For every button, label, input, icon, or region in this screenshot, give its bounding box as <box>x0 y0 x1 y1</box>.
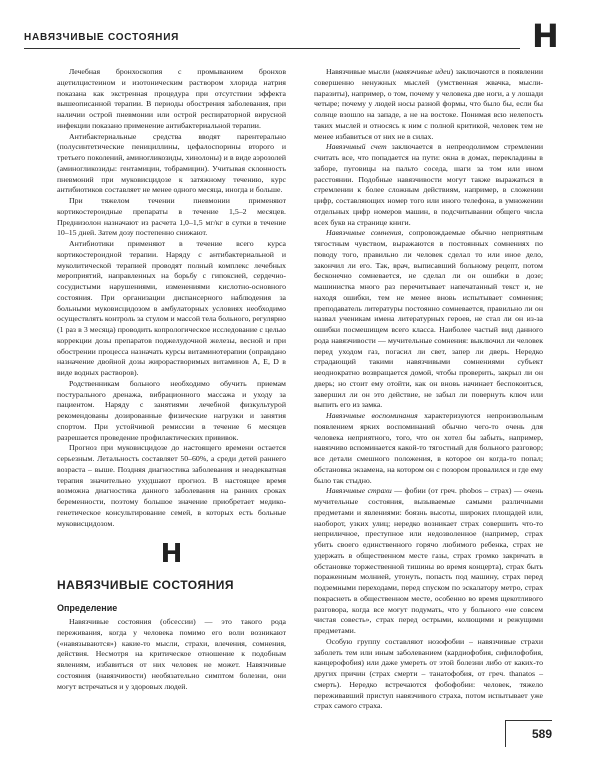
running-title: НАВЯЗЧИВЫЕ СОСТОЯНИЯ <box>24 32 180 43</box>
term-obsessive-memories: Навязчивые воспоминания <box>326 411 418 420</box>
definition-paragraph: Навязчивые состояния (обсессии) — это такого рода переживания, когда у человека помимо его воли возникают («навязываются») какие-то мысли, страхи, влечения, сомнения, действия. Несмотря на критическое отношение к подобным явлениям, избавиться от них человек не может. Навязчивые состояния (навязчивости) необязательно симптом болезни, они могут встречаться и у здоровых людей. <box>57 617 286 691</box>
paragraph: Антибиотики применяют в течение всего курса кортикостероидной терапии. Наряду с антибактериальной и муколитической терапией проводят полный комплекс лечебных мероприятий, направленных на борьбу с гипоксией, сердечно-сосудистыми нарушениями, изменениями кислотно-основного состояния. При организации диспансерного наблюдения за больными муковисцидозом в амбулаторных условиях необходимо осуществлять контроль за стулом и массой тела больного, регулярно (1 раз в 3 месяца) проводить копрологическое исследование с целью коррекции дозы препаратов поджелудочной железы, весной и при обострении процесса назначать курсы витаминотерапии (оправдано назначение двойной дозы жирорастворимых витаминов А, Е, D в виде водных растворов). <box>57 239 286 377</box>
section-title: НАВЯЗЧИВЫЕ СОСТОЯНИЯ <box>57 578 235 593</box>
paragraph-obsessive-memories: Навязчивые воспоминания характеризуются непроизвольным появлением ярких воспоминаний обычно чего-то очень для человека неприятного, того, что он хотел бы забыть, например, навязчиво вспоминается какой-то тягостный для больного разговор; все детали смешного положения, в которое он когда-то попал; обстановка экзамена, на котором он с позором провалился и где ему было так стыдно. <box>314 411 543 485</box>
paragraph-obsessive-fears: Навязчивые страхи — фобии (от греч. phobos – страх) — очень мучительные состояния, вызываемые самыми различными предметами и явлениями: боязнь высоты, широких площадей или, наоборот, узких улиц; нередко возникает страх совершить что-то неприличное, преступное или недозволенное (например, страх убить своего единственного горячо любимого ребенка, страх не удержать в общественном месте газы, страх громко закричать в обстановке торжественной тишины во время концерта), страх быть пораженным молнией, утонуть, попасть под машину, страх перед подземными переходами, перед спуском по эскалатору метро, страх покраснеть в общественном месте, особенно во время щекотливого разговора, когда все могут подумать, что у больного «не совсем чистая совесть», страх перед острыми, колющими и режущими предметами. <box>314 486 543 635</box>
paragraph: При тяжелом течении пневмонии применяют кортикостероидные препараты в течение 1,5–2 месяцев. Преднизолон назначают из расчета 1,0–1,5 мг/кг в сутки в течение 10–15 дней. Затем дозу постепенно снижают. <box>57 196 286 238</box>
term-obsessive-ideas: навязчивые идеи <box>395 67 451 76</box>
corner-letter-tab: Н <box>532 17 559 55</box>
right-column <box>314 67 543 712</box>
subsection-title: Определение <box>57 602 118 613</box>
paragraph-obsessive-counting: Навязчивый счет заключается в непреодолимом стремлении считать все, что попадается на пути: окна в домах, перекладины в заборе, пуговицы на пальто соседа, шаги за том или ином расстоянии. Подобные навязчивости могут также выражаться в стремлении к более сложным действиям, например, в сложении цифр, составляющих номер того или иного телефона, в умножении отдельных цифр номеров машин, в подсчитывании общего числа всех букв на странице книги. <box>314 142 543 227</box>
paragraph: Прогноз при муковисцидозе до настоящего времени остается серьезным. Летальность составляет 50–60%, а среди детей раннего возраста – выше. Поздняя диагностика заболевания и неадекватная терапия значительно ухудшают прогноз. В настоящее время возможна диагностика данного заболевания на ранних сроках беременности, поэтому большое значение приобретает медико-генетическое консультирование семей, в которых есть больные муковисцидозом. <box>57 443 286 528</box>
paragraph: Родственникам больного необходимо обучить приемам постурального дренажа, вибрационного массажа и уходу за пациентом. Наряду с занятиями лечебной физкультурой рекомендованы дозированные физические нагрузки и занятия спортом. При устойчивой ремиссии в течение 6 месяцев разрешается проведение профилактических прививок. <box>57 378 286 442</box>
page-number: 589 <box>505 720 552 747</box>
paragraph: Антибактериальные средства вводят парентерально (полусинтетические пенициллины, цефалоспорины второго и третьего поколений, аминогликозиды, хинолоны) и в виде аэрозолей (аминогликозиды: гентамицин, тобрамицин). Учитывая склонность пневмоний при муковисцидозе к затяжному течению, курс антибиотиков составляет не менее одного месяца, иногда и больше. <box>57 131 286 195</box>
paragraph-obsessive-thoughts: Навязчивые мысли (навязчивые идеи) заключаются в появлении совершенно ненужных мыслей (умственная жвачка, мысли-паразиты), например, о том, почему у человека две ноги, а у лошади четыре; почему у людей носы разной формы, что было бы, если бы солнце взошло на западе, а не на востоке. Понимая всю нелепость таких мыслей и относясь к ним с полной критикой, человек тем не менее избавиться от них не в силах. <box>314 67 543 141</box>
paragraph-obsessive-doubts: Навязчивые сомнения, сопровождаемые обычно неприятным тягостным чувством, выражаются в постоянных сомнениях по поводу того, правильно ли человек сделал то или иное дело, закончил ли его. Так, врач, выписавший больному рецепт, потом бесконечно сомневается, не сделал ли он ошибки в дозе; машинистка много раз перечитывает напечатанный текст и, не находя ошибки, тем не менее вновь испытывает сомнения; преподаватель литературы постоянно сомневается, правильно ли он назвал ученикам имена литературных героев, не стал ли он из-за ошибки посмешищем всего класса. Наиболее частый вид данного рода навязчивости — мучительные сомнения: выключил ли человек перед уходом газ, погасил ли свет, запер ли дверь. Нередко страдающий такими навязчивыми сомнениями субъект неоднократно возвращается домой, чтобы проверить, закрыл ли он дверь; но стоит ему отойти, как он вновь начинает беспокоиться, завершил ли он это действие, не забыл ли повернуть ключ или выпить его из замка. <box>314 228 543 410</box>
running-header <box>24 26 520 49</box>
term-obsessive-doubts: Навязчивые сомнения <box>326 228 402 238</box>
term-obsessive-counting: Навязчивый счет <box>326 142 387 152</box>
left-column <box>57 67 286 692</box>
section-letter: Н <box>160 539 183 570</box>
paragraph-nosophobia: Особую группу составляют нозофобии – навязчивые страхи заболеть тем или иным заболеванием (кардиофобия, сифилофобия, канцерофобия) или даже умереть от этой болезни либо от каких-то других причин (страх смерти – танатофобия, от греч. thanatos – смерть). Нередко встречаются фобофобии: человек, тяжело переживавший приступ навязчивого страха, потом испытывает уже страх самого страха. <box>314 636 543 711</box>
paragraph: Лечебная бронхоскопия с промыванием бронхов ацетилцистеином и изотоническим раствором хлорида натрия показана как экстренная процедура при отсутствии эффекта вышеописанной терапии. В периоды обострения заболевания, при наличии острой пневмонии или острой респираторной вирусной инфекции показано применение антибактериальной терапии. <box>57 67 286 130</box>
term-obsessive-fears: Навязчивые страхи <box>326 486 392 496</box>
